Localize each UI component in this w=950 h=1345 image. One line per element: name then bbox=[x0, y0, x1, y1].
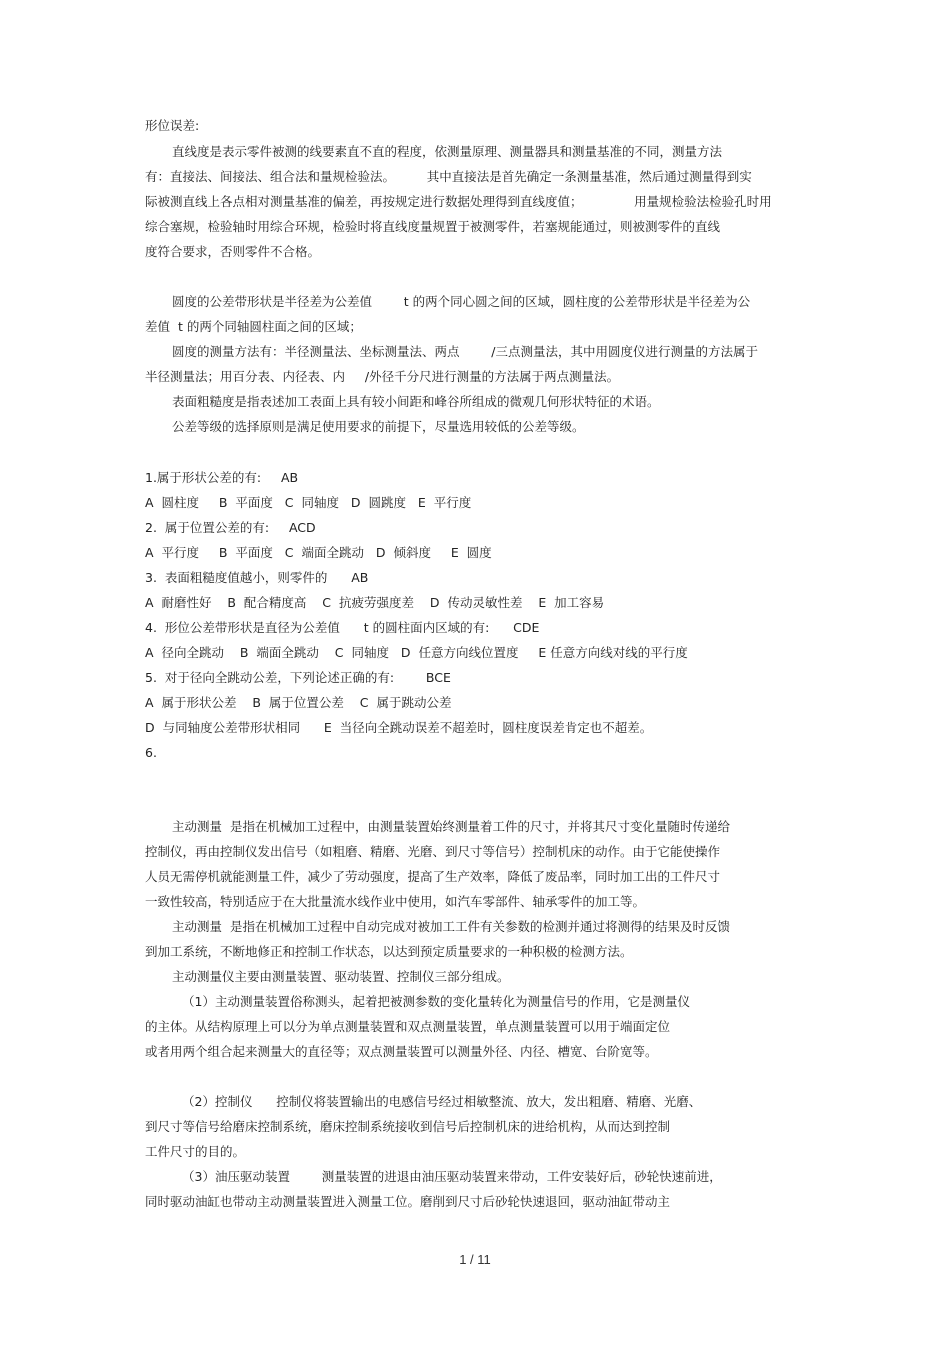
paragraph-line: 圆度的测量方法有：半径测量法、坐标测量法、两点 /三点测量法，其中用圆度仪进行测量的方法属于 bbox=[172, 344, 759, 359]
section-heading: 形位误差: bbox=[145, 118, 200, 133]
paragraph-line: 直线度是表示零件被测的线要素直不直的程度，依测量原理、测量器具和测量基准的不同，测量方法 bbox=[172, 144, 723, 159]
paragraph-line: （3）油压驱动装置 测量装置的进退由油压驱动装置来带动，工件安装好后，砂轮快速前进， bbox=[182, 1169, 722, 1184]
question-line: 6. bbox=[145, 745, 157, 760]
paragraph-line: 半径测量法；用百分表、内径表、内 /外径千分尺进行测量的方法属于两点测量法。 bbox=[145, 369, 620, 384]
paragraph-line: 人员无需停机就能测量工件，减少了劳动强度，提高了生产效率，降低了废品率，同时加工出的工件尺寸 bbox=[145, 869, 721, 884]
paragraph-line: 差值 t 的两个同轴圆柱面之间的区域； bbox=[145, 319, 362, 334]
paragraph-line: 工件尺寸的目的。 bbox=[145, 1144, 246, 1159]
question-line: 4. 形位公差带形状是直径为公差值 t 的圆柱面内区域的有: CDE bbox=[145, 620, 540, 635]
paragraph-line: 主动测量 是指在机械加工过程中，由测量装置始终测量着工件的尺寸，并将其尺寸变化量随时传递给 bbox=[172, 819, 730, 834]
options-line: A 圆柱度 B 平面度 C 同轴度 D 圆跳度 E 平行度 bbox=[145, 495, 472, 510]
page-number: 1 / 11 bbox=[459, 1252, 491, 1267]
paragraph-line: 圆度的公差带形状是半径差为公差值 t 的两个同心圆之间的区域，圆柱度的公差带形状是半径差为公 bbox=[172, 294, 751, 309]
paragraph-line: 公差等级的选择原则是满足使用要求的前提下，尽量选用较低的公差等级。 bbox=[172, 419, 585, 434]
question-line: 1.属于形状公差的有: AB bbox=[145, 470, 299, 485]
paragraph-line: 有：直接法、间接法、组合法和量规检验法。 其中直接法是首先确定一条测量基准，然后通过测量得到实 bbox=[145, 169, 752, 184]
paragraph-line: 综合塞规，检验轴时用综合环规，检验时将直线度量规置于被测零件，若塞规能通过，则被测零件的直线 bbox=[145, 219, 721, 234]
paragraph-line: 到尺寸等信号给磨床控制系统，磨床控制系统接收到信号后控制机床的进给机构，从而达到控制 bbox=[145, 1119, 671, 1134]
options-line: A 平行度 B 平面度 C 端面全跳动 D 倾斜度 E 圆度 bbox=[145, 545, 492, 560]
paragraph-line: 度符合要求，否则零件不合格。 bbox=[145, 244, 321, 259]
paragraph-line: 或者用两个组合起来测量大的直径等；双点测量装置可以测量外径、内径、槽宽、台阶宽等。 bbox=[145, 1044, 658, 1059]
paragraph-line: 主动测量 是指在机械加工过程中自动完成对被加工工件有关参数的检测并通过将测得的结果及时反馈 bbox=[172, 919, 730, 934]
question-line: 3. 表面粗糙度值越小，则零件的 AB bbox=[145, 570, 369, 585]
paragraph-line: 到加工系统，不断地修正和控制工作状态，以达到预定质量要求的一种积极的检测方法。 bbox=[145, 944, 633, 959]
paragraph-line: 际被测直线上各点相对测量基准的偏差，再按规定进行数据处理得到直线度值； 用量规检验法检验孔时用 bbox=[145, 194, 772, 209]
paragraph-line: 同时驱动油缸也带动主动测量装置进入测量工位。磨削到尺寸后砂轮快速退回，驱动油缸带动主 bbox=[145, 1194, 671, 1209]
question-line: 2. 属于位置公差的有: ACD bbox=[145, 520, 316, 535]
options-line: D 与同轴度公差带形状相同 E 当径向全跳动误差不超差时，圆柱度误差肯定也不超差。 bbox=[145, 720, 653, 735]
paragraph-line: （2）控制仪 控制仪将装置输出的电感信号经过相敏整流、放大，发出粗磨、精磨、光磨、 bbox=[182, 1094, 702, 1109]
paragraph-line: 主动测量仪主要由测量装置、驱动装置、控制仪三部分组成。 bbox=[172, 969, 510, 984]
paragraph-line: （1）主动测量装置俗称测头，起着把被测参数的变化量转化为测量信号的作用，它是测量仪 bbox=[182, 994, 690, 1009]
paragraph-line: 的主体。从结构原理上可以分为单点测量装置和双点测量装置，单点测量装置可以用于端面定位 bbox=[145, 1019, 671, 1034]
paragraph-line: 控制仪，再由控制仪发出信号（如粗磨、精磨、光磨、到尺寸等信号）控制机床的动作。由于它能使操作 bbox=[145, 844, 721, 859]
paragraph-line: 一致性较高，特别适应于在大批量流水线作业中使用，如汽车零部件、轴承零件的加工等。 bbox=[145, 894, 646, 909]
options-line: A 耐磨性好 B 配合精度高 C 抗疲劳强度差 D 传动灵敏性差 E 加工容易 bbox=[145, 595, 605, 610]
options-line: A 属于形状公差 B 属于位置公差 C 属于跳动公差 bbox=[145, 695, 452, 710]
paragraph-line: 表面粗糙度是指表述加工表面上具有较小间距和峰谷所组成的微观几何形状特征的术语。 bbox=[172, 394, 660, 409]
options-line: A 径向全跳动 B 端面全跳动 C 同轴度 D 任意方向线位置度 E 任意方向线对线的平行度 bbox=[145, 645, 688, 660]
question-line: 5. 对于径向全跳动公差，下列论述正确的有: BCE bbox=[145, 670, 451, 685]
